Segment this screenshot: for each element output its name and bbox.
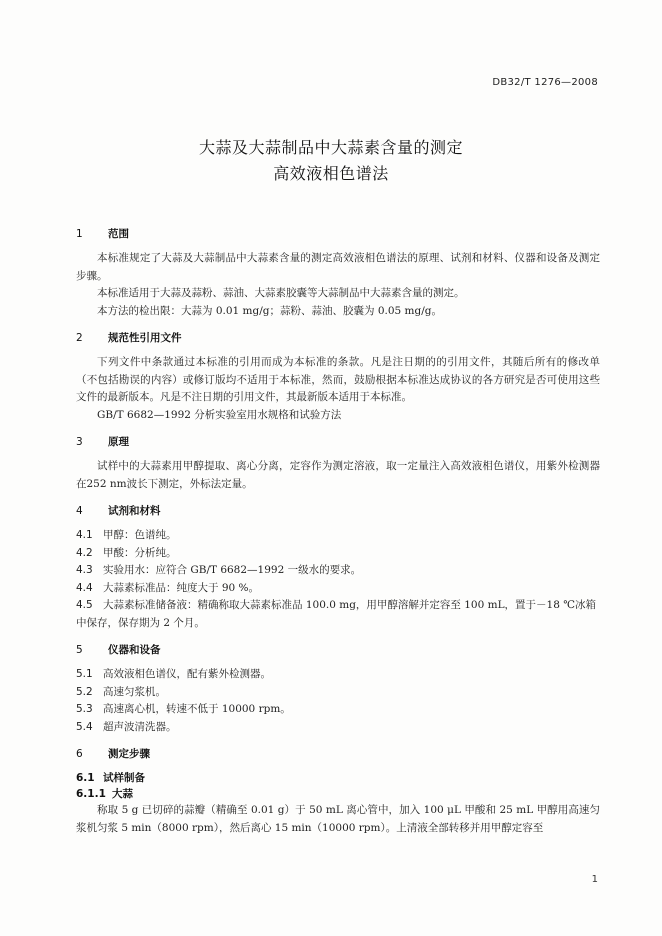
subsection-title: 试样制备 [103, 772, 145, 784]
subsubsection-heading [76, 786, 600, 802]
section-number: 3 [76, 436, 83, 448]
paragraph: 本标准适用于大蒜及蒜粉、蒜油、大蒜素胶囊等大蒜制品中大蒜素含量的测定。 [97, 287, 465, 299]
section-title: 原理 [108, 436, 129, 448]
item-text: 实验用水：应符合 GB/T 6682—1992 一级水的要求。 [103, 564, 362, 576]
document-title-line2: 高效液相色谱法 [273, 164, 389, 183]
item-text: 超声波清洗器。 [103, 720, 177, 733]
section-number: 6 [76, 748, 83, 760]
section-title: 范围 [108, 228, 129, 240]
section-title: 试剂和材料 [108, 505, 161, 517]
section-heading-reagents [76, 503, 600, 519]
item-text: 大蒜素标准品：纯度大于 90 %。 [103, 581, 260, 594]
subsection-number: 6.1.1 [76, 788, 106, 800]
list-item [76, 562, 600, 580]
item-text: 高效液相色谱仪，配有紫外检测器。 [103, 668, 271, 680]
subsection-number: 6.1 [76, 772, 95, 784]
list-item [76, 666, 600, 684]
standard-code: DB32/T 1276—2008 [492, 77, 598, 88]
paragraph: 下列文件中条款通过本标准的引用而成为本标准的条款。凡是注日期的的引用文件，其随后所有的修改单（不包括勘误的内容）或修订版均不适用于本标准，然而，鼓励根据本标准达成协议的各方研究是否可使用这些文件的最新版本。凡是不注日期的引用文件，其最新版本适用于本标准。 [76, 356, 600, 403]
list-item [76, 545, 600, 563]
document-body [76, 226, 600, 837]
section-heading-scope [76, 226, 600, 242]
list-item [76, 580, 600, 598]
item-number: 5.1 [76, 668, 93, 680]
item-text: 高速离心机，转速不低于 10000 rpm。 [103, 703, 291, 715]
subsection-title: 大蒜 [112, 788, 133, 800]
paragraph: 试样中的大蒜素用甲醇提取、离心分离，定容作为测定溶液，取一定量注入高效液相色谱仪，用紫外检测器在252 nm波长下测定，外标法定量。 [76, 460, 600, 490]
section-heading-apparatus [76, 642, 600, 658]
item-text: 甲醇：色谱纯。 [103, 529, 177, 541]
subsection-heading [76, 770, 600, 786]
section-heading-procedure [76, 746, 600, 762]
item-number: 4.3 [76, 564, 93, 576]
item-number: 5.2 [76, 685, 93, 698]
item-number: 4.2 [76, 546, 93, 559]
section-number: 5 [76, 644, 83, 656]
section-title: 测定步骤 [108, 748, 150, 760]
paragraph: GB/T 6682—1992 分析实验室用水规格和试验方法 [97, 408, 342, 421]
section-heading-references [76, 330, 600, 346]
item-number: 5.3 [76, 703, 93, 715]
page-number: 1 [591, 874, 598, 885]
document-title-line1: 大蒜及大蒜制品中大蒜素含量的测定 [198, 138, 463, 157]
list-item [76, 719, 600, 737]
list-item [76, 527, 600, 545]
item-text: 甲酸：分析纯。 [103, 546, 177, 559]
item-number: 4.5 [76, 599, 93, 611]
item-number: 4.1 [76, 529, 93, 541]
list-item [76, 597, 600, 632]
paragraph: 称取 5 g 已切碎的蒜瓣（精确至 0.01 g）于 50 mL 离心管中，加入 100 μL 甲酸和 25 mL 甲醇用高速匀浆机匀浆 5 min（8000 rpm），然后离心 15 min（10000 rpm）。上清液全部转移并用甲醇定容至 [76, 804, 600, 834]
paragraph: 本标准规定了大蒜及大蒜制品中大蒜素含量的测定高效液相色谱法的原理、试剂和材料、仪器和设备及测定步骤。 [76, 252, 600, 282]
section-heading-principle [76, 434, 600, 450]
section-number: 4 [76, 505, 83, 517]
section-title: 规范性引用文件 [108, 332, 182, 344]
list-item [76, 701, 600, 719]
section-number: 2 [76, 332, 83, 344]
section-number: 1 [76, 228, 83, 240]
list-item [76, 684, 600, 702]
section-title: 仪器和设备 [108, 644, 161, 656]
item-number: 5.4 [76, 720, 93, 733]
item-number: 4.4 [76, 581, 93, 594]
item-text: 大蒜素标准储备液：精确称取大蒜素标准品 100.0 mg，用甲醇溶解并定容至 100 mL，置于－18 ℃冰箱中保存，保存期为 2 个月。 [76, 599, 597, 629]
item-text: 高速匀浆机。 [103, 685, 166, 698]
paragraph: 本方法的检出限：大蒜为 0.01 mg/g；蒜粉、蒜油、胶囊为 0.05 mg/g。 [97, 304, 442, 317]
